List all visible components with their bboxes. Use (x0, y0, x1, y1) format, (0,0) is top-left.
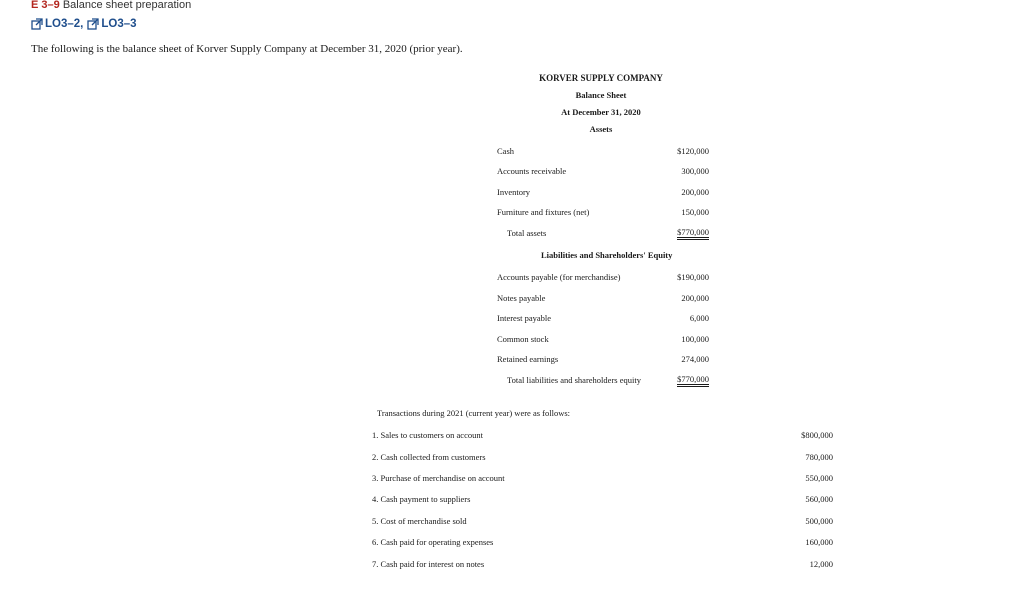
company-name: KORVER SUPPLY COMPANY (539, 73, 663, 83)
objective-label: LO3–3 (101, 18, 137, 30)
exercise-title: Balance sheet preparation (62, 0, 192, 11)
equity-amount: 274,000 (681, 354, 709, 364)
total-assets-amount: $770,000 (677, 228, 709, 240)
transaction-amount: 780,000 (805, 452, 833, 462)
asset-amount: 300,000 (681, 166, 709, 176)
external-link-icon (31, 18, 43, 30)
objective-link-1[interactable] (31, 18, 83, 30)
transaction-amount: 560,000 (805, 494, 833, 504)
assets-heading: Assets (589, 124, 613, 134)
total-liabilities-label: Total liabilities and shareholders equity (507, 375, 641, 385)
asset-label: Cash (497, 146, 514, 156)
transaction-label: 6. Cash paid for operating expenses (372, 537, 494, 547)
exercise-header (31, 0, 191, 11)
liabilities-heading: Liabilities and Shareholders' Equity (541, 250, 673, 260)
transaction-label: 5. Cost of merchandise sold (372, 516, 467, 526)
transaction-amount: 500,000 (805, 516, 833, 526)
transaction-amount: 12,000 (809, 559, 833, 569)
objective-label: LO3–2, (45, 18, 84, 30)
statement-date: At December 31, 2020 (561, 107, 641, 117)
equity-amount: 100,000 (681, 334, 709, 344)
transaction-label: 3. Purchase of merchandise on account (372, 473, 505, 483)
liability-label: Interest payable (497, 313, 552, 323)
transaction-label: 2. Cash collected from customers (372, 452, 486, 462)
transaction-amount: 160,000 (805, 537, 833, 547)
asset-label: Furniture and fixtures (net) (497, 207, 590, 217)
asset-label: Inventory (497, 187, 531, 197)
exercise-code: E 3–9 (31, 0, 60, 11)
liability-label: Accounts payable (for merchandise) (497, 272, 621, 282)
transaction-amount: $800,000 (801, 430, 833, 440)
liability-amount: 200,000 (681, 293, 709, 303)
liability-amount: 6,000 (689, 313, 709, 323)
transaction-amount: 550,000 (805, 473, 833, 483)
asset-amount: $120,000 (677, 146, 709, 156)
statement-title: Balance Sheet (575, 90, 627, 100)
asset-label: Accounts receivable (497, 166, 567, 176)
exercise-intro: The following is the balance sheet of Korver Supply Company at December 31, 2020 (prior year). (31, 43, 463, 55)
external-link-icon (87, 18, 99, 30)
asset-amount: 150,000 (681, 207, 709, 217)
total-assets-label: Total assets (507, 228, 547, 238)
transaction-label: 1. Sales to customers on account (372, 430, 483, 440)
transaction-label: 7. Cash paid for interest on notes (372, 559, 485, 569)
equity-label: Retained earnings (497, 354, 559, 364)
objective-link-2[interactable] (87, 18, 136, 30)
transaction-label: 4. Cash payment to suppliers (372, 494, 471, 504)
liability-amount: $190,000 (677, 272, 709, 282)
asset-amount: 200,000 (681, 187, 709, 197)
liability-label: Notes payable (497, 293, 546, 303)
total-liabilities-amount: $770,000 (677, 375, 709, 387)
transactions-intro: Transactions during 2021 (current year) were as follows: (377, 408, 571, 418)
learning-objectives (31, 18, 137, 30)
equity-label: Common stock (497, 334, 549, 344)
